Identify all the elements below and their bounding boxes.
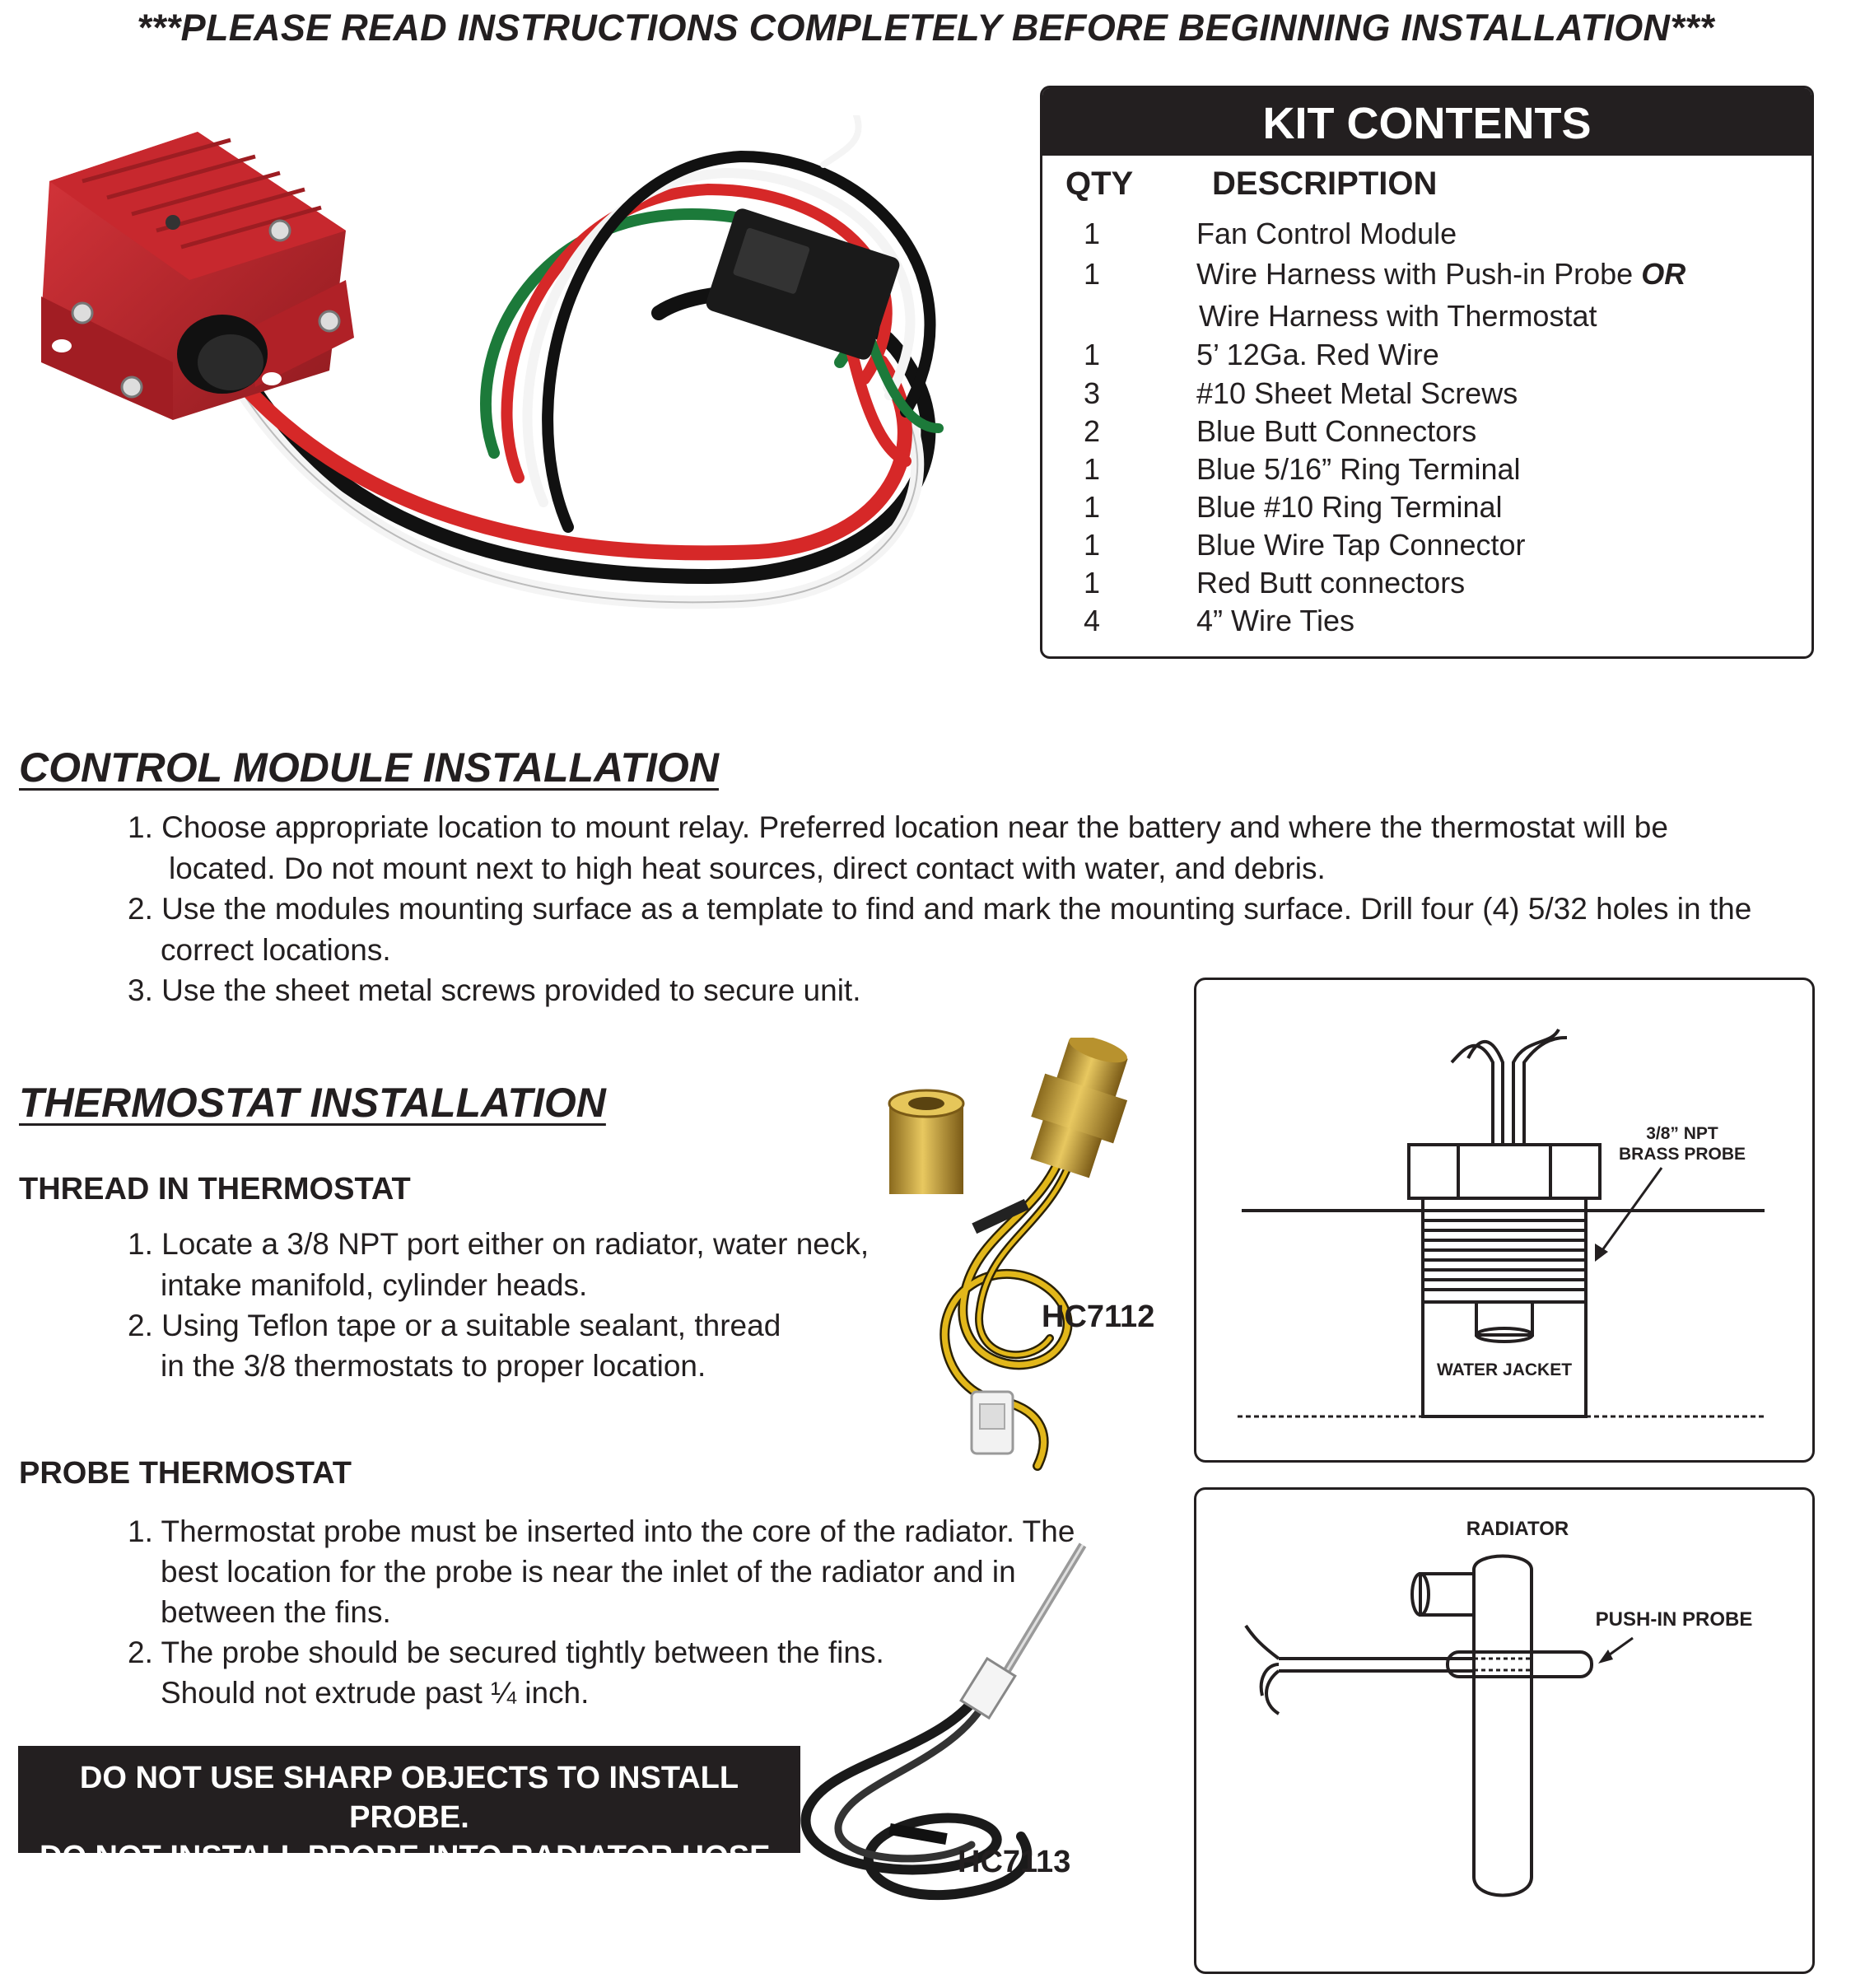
radiator-label: RADIATOR: [1466, 1518, 1569, 1540]
kit-row: 1 5’ 12Ga. Red Wire: [1084, 338, 1439, 371]
kit-row: Wire Harness with Thermostat: [1199, 299, 1597, 333]
brass-thermostat-photo: [873, 1038, 1169, 1482]
control-step-line: correct locations.: [161, 933, 391, 967]
description-header: DESCRIPTION: [1212, 166, 1438, 202]
instructions-banner: ***PLEASE READ INSTRUCTIONS COMPLETELY BEFORE BEGINNING INSTALLATION***: [137, 7, 1714, 49]
probe-step-line: best location for the probe is near the inlet of the radiator and in: [161, 1555, 1016, 1589]
probe-step-line: 1. Thermostat probe must be inserted into the core of the radiator. The: [128, 1514, 1075, 1548]
kit-row: 1 Fan Control Module: [1084, 217, 1457, 250]
kit-row: 4 4” Wire Ties: [1084, 604, 1355, 637]
qty-header: QTY: [1065, 166, 1134, 202]
thread-step-line: 2. Using Teflon tape or a suitable sealant, thread: [128, 1309, 781, 1342]
warning-line: DO NOT INSTALL PROBE INTO RADIATOR HOSE.: [40, 1840, 779, 1874]
warning-line: DO NOT USE SHARP OBJECTS TO INSTALL PROBE.: [79, 1761, 739, 1835]
or-emphasis: OR: [1641, 257, 1686, 291]
kit-contents-title: KIT CONTENTS: [1042, 88, 1811, 156]
brass-probe-drawing: [1196, 980, 1812, 1460]
control-step-line: 1. Choose appropriate location to mount relay. Preferred location near the battery and where the thermostat will be: [128, 810, 1668, 844]
thread-step-line: intake manifold, cylinder heads.: [161, 1268, 588, 1302]
brass-probe-diagram: [1194, 978, 1815, 1463]
npt-label: 3/8” NPT: [1646, 1124, 1718, 1143]
control-step-line: 2. Use the modules mounting surface as a template to find and mark the mounting surface. Drill four (4) 5/32 holes in the: [128, 892, 1752, 926]
kit-row: 1 Blue 5/16” Ring Terminal: [1084, 452, 1521, 486]
kit-row: 3 #10 Sheet Metal Screws: [1084, 376, 1518, 410]
control-module-heading: CONTROL MODULE INSTALLATION: [19, 744, 719, 791]
push-in-probe-diagram: [1194, 1487, 1815, 1974]
thread-thermostat-heading: THREAD IN THERMOSTAT: [19, 1172, 411, 1206]
hc7112-part-number: HC7112: [1042, 1300, 1155, 1334]
kit-contents-box: [1040, 86, 1814, 659]
probe-thermostat-heading: PROBE THERMOSTAT: [19, 1456, 352, 1491]
thermostat-heading: THERMOSTAT INSTALLATION: [19, 1080, 606, 1126]
thread-step-line: 1. Locate a 3/8 NPT port either on radiator, water neck,: [128, 1227, 870, 1261]
radiator-drawing: [1196, 1490, 1812, 1972]
kit-row: 1 Blue Wire Tap Connector: [1084, 528, 1526, 562]
probe-step-line: Should not extrude past ¼ inch.: [161, 1676, 590, 1710]
probe-step-line: 2. The probe should be secured tightly between the fins.: [128, 1636, 884, 1669]
control-step-line: located. Do not mount next to high heat sources, direct contact with water, and debris.: [169, 852, 1326, 885]
warning-box: [18, 1746, 800, 1874]
kit-row: 1 Blue #10 Ring Terminal: [1084, 490, 1503, 524]
water-jacket-label: WATER JACKET: [1436, 1360, 1573, 1379]
probe-step-line: between the fins.: [161, 1595, 391, 1629]
kit-row: 2 Blue Butt Connectors: [1084, 414, 1477, 448]
fan-control-module-photo: [33, 115, 1005, 675]
control-step-line: 3. Use the sheet metal screws provided to secure unit.: [128, 973, 861, 1007]
push-in-probe-label: PUSH-IN PROBE: [1595, 1608, 1753, 1631]
brass-probe-label: BRASS PROBE: [1618, 1145, 1746, 1164]
kit-row: 1 Red Butt connectors: [1084, 566, 1466, 600]
thread-step-line: in the 3/8 thermostats to proper location.: [161, 1349, 706, 1383]
kit-row: 1 Wire Harness with Push-in Probe OR: [1084, 257, 1686, 291]
hc7113-part-number: HC7113: [958, 1845, 1071, 1879]
